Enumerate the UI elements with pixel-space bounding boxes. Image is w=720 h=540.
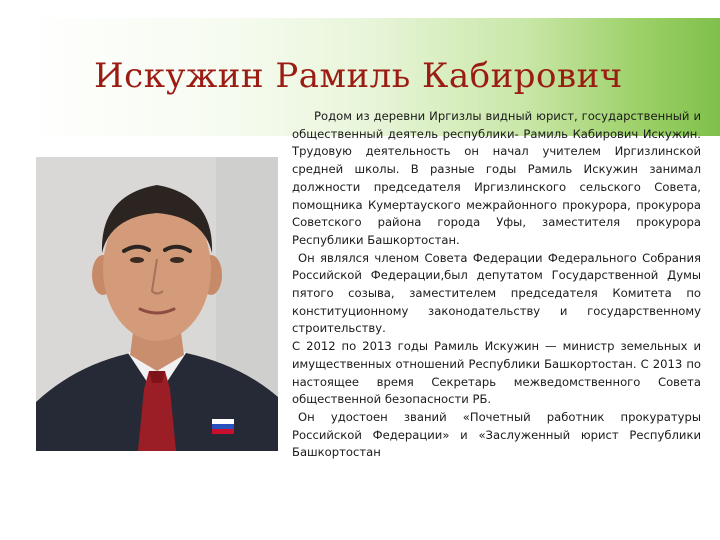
portrait-photo bbox=[36, 157, 278, 451]
bio-paragraph: Он удостоен званий «Почетный работник прокуратуры Российской Федерации» и «Заслуженный юрист Республики Башкортостан bbox=[292, 409, 701, 460]
slide-title: Искужин Рамиль Кабирович bbox=[94, 56, 623, 96]
biography-text bbox=[292, 108, 701, 462]
bio-paragraph: Родом из деревни Иргизлы видный юрист, государственный и общественный деятель республики- Рамиль Кабирович Искужин. Трудовую деятельность он начал учителем Иргизлинской средней школы. В разные годы Рамиль Искужин занимал должности председателя Иргизлинского сельского Совета, помощника Кумертауского межрайонного прокурора, прокурора Советского района города Уфы, заместителя прокурора Республики Башкортостан. bbox=[292, 109, 701, 247]
portrait-illustration bbox=[36, 157, 278, 451]
bio-paragraph: Он являлся членом Совета Федерации Федерального Собрания Российской Федерации,был депутатом Государственной Думы пятого созыва, заместителем председателя Комитета по конституционному законодательству и государственному строительству. bbox=[292, 250, 701, 336]
bio-paragraph: С 2012 по 2013 годы Рамиль Искужин — министр земельных и имущественных отношений Республики Башкортостан. С 2013 по настоящее время Секретарь межведомственного Совета общественной безопасности РБ. bbox=[292, 339, 701, 407]
